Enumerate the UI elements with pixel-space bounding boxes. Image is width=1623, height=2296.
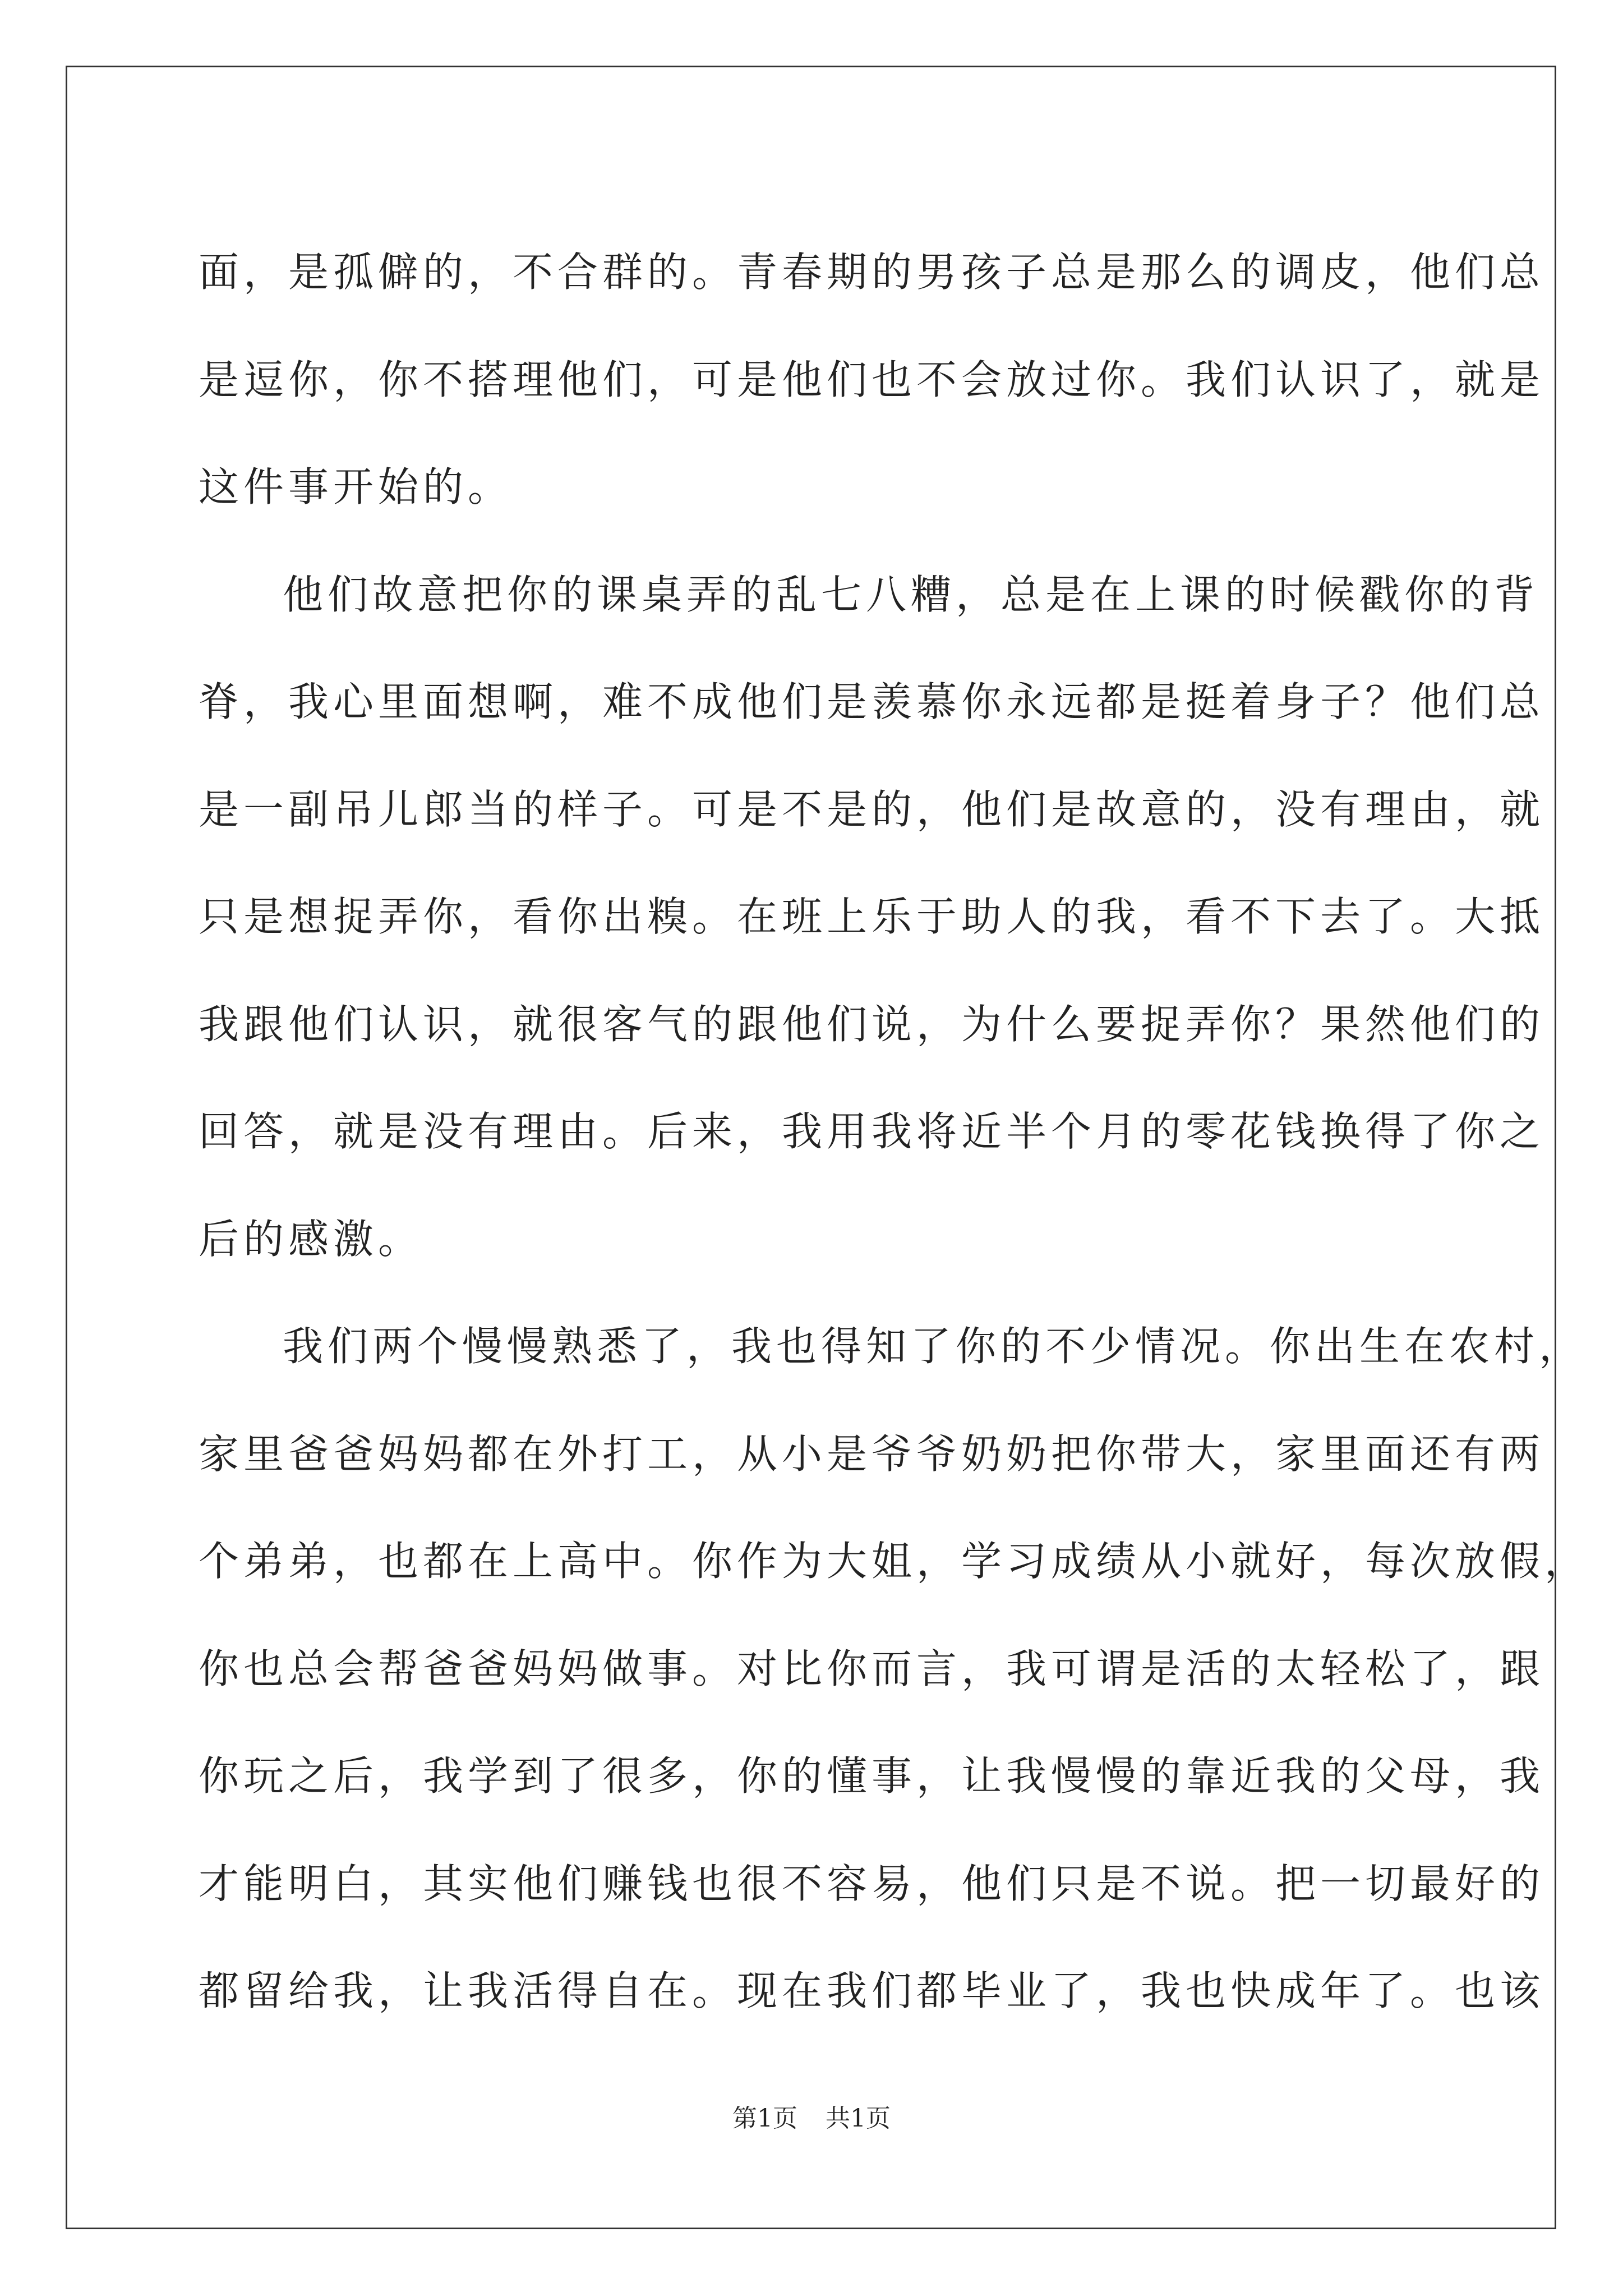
text-line: 面，是孤僻的，不合群的。青春期的男孩子总是那么的调皮，他们总 (199, 249, 1545, 296)
total-pages: 共1页 (826, 2104, 891, 2133)
paragraph (199, 541, 1545, 1294)
text-line: 只是想捉弄你，看你出糗。在班上乐于助人的我，看不下去了。大抵 (199, 893, 1545, 940)
text-line: 脊，我心里面想啊，难不成他们是羡慕你永远都是挺着身子？他们总 (199, 678, 1545, 725)
text-line: 我跟他们认识，就很客气的跟他们说，为什么要捉弄你？果然他们的 (199, 1000, 1545, 1048)
text-line: 你也总会帮爸爸妈妈做事。对比你而言，我可谓是活的太轻松了，跟 (199, 1645, 1545, 1692)
text-line: 回答，就是没有理由。后来，我用我将近半个月的零花钱换得了你之 (199, 1108, 1545, 1155)
text-line: 个弟弟，也都在上高中。你作为大姐，学习成绩从小就好，每次放假， (199, 1538, 1590, 1585)
text-line: 我们两个慢慢熟悉了，我也得知了你的不少情况。你出生在农村， (283, 1323, 1584, 1370)
text-line: 是一副吊儿郎当的样子。可是不是的，他们是故意的，没有理由，就 (199, 785, 1545, 833)
page-number: 第1页 (732, 2104, 797, 2133)
text-line: 他们故意把你的课桌弄的乱七八糟，总是在上课的时候戳你的背 (283, 570, 1539, 618)
text-line: 这件事开始的。 (199, 463, 513, 510)
text-line: 都留给我，让我活得自在。现在我们都毕业了，我也快成年了。也该 (199, 1967, 1545, 2014)
text-line: 你玩之后，我学到了很多，你的懂事，让我慢慢的靠近我的父母，我 (199, 1752, 1545, 1800)
document-body (199, 219, 1590, 2045)
page-footer (0, 2098, 1623, 2134)
text-line: 是逗你，你不搭理他们，可是他们也不会放过你。我们认识了，就是 (199, 356, 1545, 403)
paragraph (199, 219, 1545, 541)
text-line: 才能明白，其实他们赚钱也很不容易，他们只是不说。把一切最好的 (199, 1860, 1545, 1907)
text-line: 家里爸爸妈妈都在外打工，从小是爷爷奶奶把你带大，家里面还有两 (199, 1430, 1545, 1478)
text-line: 后的感激。 (199, 1215, 423, 1263)
paragraph (199, 1293, 1590, 2045)
